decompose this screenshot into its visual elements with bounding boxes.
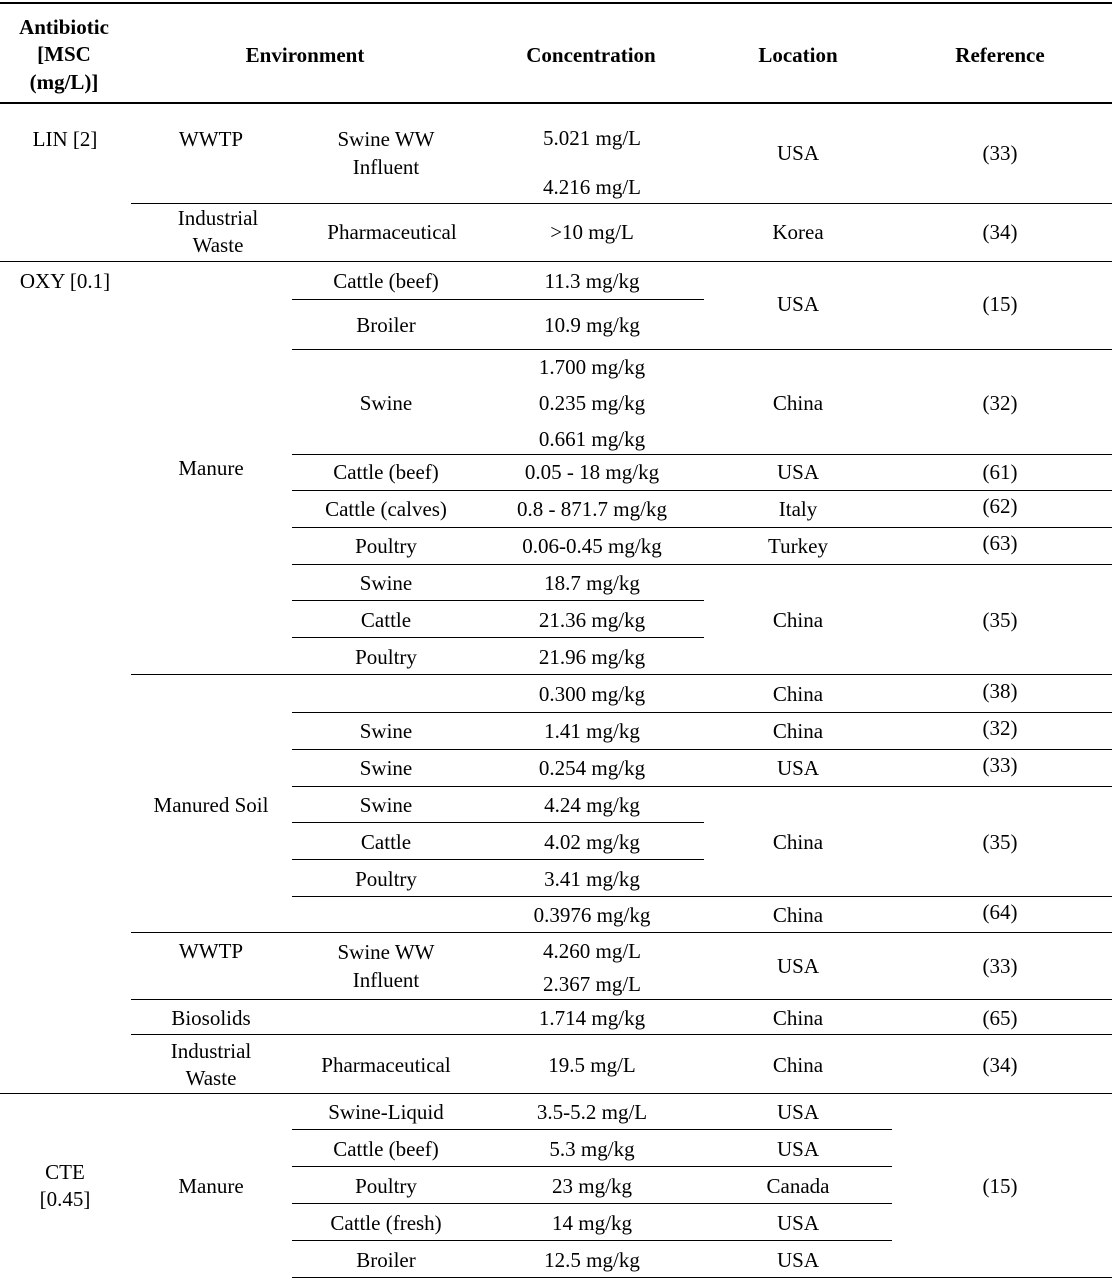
header-environment: Environment: [245, 43, 365, 67]
sub-type: Cattle: [360, 830, 412, 854]
sub-type: Poultry: [355, 645, 417, 669]
conc-value: 12.5 mg/kg: [544, 1248, 640, 1272]
group-divider: [0, 261, 1112, 262]
row-divider: [292, 1240, 892, 1241]
conc-value: 4.24 mg/kg: [544, 793, 640, 817]
header-bottom-rule: [0, 102, 1112, 104]
conc-value: 2.367 mg/L: [543, 972, 641, 996]
reference-cell: (32): [982, 391, 1018, 415]
reference-cell: (63): [982, 531, 1018, 555]
reference-cell: (38): [982, 679, 1018, 703]
header-reference: Reference: [955, 43, 1045, 67]
env-manured-soil: Manured Soil: [153, 793, 269, 817]
row-divider: [131, 203, 1112, 204]
header-antibiotic-line1: Antibiotic: [19, 15, 109, 39]
location-cell: USA: [776, 141, 820, 165]
sub-swine-ww-line2: Influent: [352, 968, 420, 992]
env-industrial-line2: Waste: [192, 233, 244, 257]
sub-swine-ww-line1: Swine WW: [337, 127, 435, 151]
reference-cell: (33): [982, 753, 1018, 777]
sub-type: Poultry: [355, 534, 417, 558]
location-cell: China: [772, 830, 824, 854]
env-wwtp: WWTP: [178, 127, 244, 151]
conc-value: 4.02 mg/kg: [544, 830, 640, 854]
reference-cell: (34): [982, 220, 1018, 244]
conc-value: 1.41 mg/kg: [544, 719, 640, 743]
sub-type: Cattle (calves): [325, 497, 447, 521]
row-divider: [131, 932, 1112, 933]
reference-cell: (33): [982, 141, 1018, 165]
header-antibiotic-line2: [MSC: [37, 42, 91, 66]
reference-cell: (32): [982, 716, 1018, 740]
conc-value: 11.3 mg/kg: [544, 269, 640, 293]
row-divider: [292, 564, 1112, 565]
sub-swine-ww-line2: Influent: [352, 155, 420, 179]
conc-value: 18.7 mg/kg: [544, 571, 640, 595]
conc-value: 1.714 mg/kg: [538, 1006, 646, 1030]
conc-value: 3.5-5.2 mg/L: [536, 1100, 648, 1124]
table-top-rule: [0, 2, 1112, 4]
row-divider: [292, 1166, 892, 1167]
conc-value: 10.9 mg/kg: [544, 313, 640, 337]
location-cell: Italy: [778, 497, 818, 521]
sub-type: Cattle (beef): [333, 460, 439, 484]
row-divider: [292, 299, 704, 300]
conc-value: 5.3 mg/kg: [549, 1137, 635, 1161]
row-divider: [292, 786, 1112, 787]
conc-value: 0.661 mg/kg: [538, 427, 646, 451]
conc-value: >10 mg/L: [550, 220, 634, 244]
sub-type: Poultry: [355, 867, 417, 891]
row-divider: [292, 712, 1112, 713]
location-cell: China: [772, 719, 824, 743]
row-divider: [292, 896, 1112, 897]
conc-value: 21.96 mg/kg: [538, 645, 646, 669]
sub-type: Cattle: [360, 608, 412, 632]
row-divider: [292, 527, 1112, 528]
location-cell: Turkey: [768, 534, 828, 558]
location-cell: China: [772, 903, 824, 927]
conc-value: 4.216 mg/L: [543, 175, 641, 199]
sub-type: Broiler: [356, 313, 416, 337]
location-cell: USA: [776, 292, 820, 316]
reference-cell: (35): [982, 830, 1018, 854]
location-cell: USA: [776, 756, 820, 780]
row-divider: [292, 600, 704, 601]
conc-value: 0.300 mg/kg: [538, 682, 646, 706]
location-cell: USA: [776, 1100, 820, 1124]
location-cell: USA: [776, 460, 820, 484]
location-cell: China: [772, 682, 824, 706]
row-divider: [131, 674, 1112, 675]
env-industrial-line2: Waste: [185, 1066, 237, 1090]
sub-type: Poultry: [355, 1174, 417, 1198]
location-cell: China: [772, 608, 824, 632]
conc-value: 0.05 - 18 mg/kg: [524, 460, 660, 484]
sub-type: Swine: [359, 571, 413, 595]
location-cell: USA: [776, 954, 820, 978]
reference-cell: (62): [982, 494, 1018, 518]
conc-value: 21.36 mg/kg: [538, 608, 646, 632]
location-cell: China: [772, 1053, 824, 1077]
sub-type: Broiler: [356, 1248, 416, 1272]
antibiotic-cte-line1: CTE: [45, 1160, 85, 1184]
location-cell: China: [772, 1006, 824, 1030]
conc-value: 19.5 mg/L: [548, 1053, 636, 1077]
reference-cell: (34): [982, 1053, 1018, 1077]
sub-type: Cattle (beef): [333, 1137, 439, 1161]
reference-cell: (33): [982, 954, 1018, 978]
reference-cell: (64): [982, 900, 1018, 924]
location-cell: USA: [776, 1137, 820, 1161]
env-wwtp: WWTP: [178, 939, 244, 963]
row-divider: [292, 1277, 1112, 1278]
row-divider: [292, 490, 1112, 491]
conc-value: 0.254 mg/kg: [538, 756, 646, 780]
sub-swine-ww-line1: Swine WW: [337, 940, 435, 964]
sub-type: Swine: [359, 391, 413, 415]
row-divider: [131, 999, 1112, 1000]
sub-type: Cattle (fresh): [330, 1211, 442, 1235]
reference-cell: (35): [982, 608, 1018, 632]
conc-value: 4.260 mg/L: [543, 939, 641, 963]
env-industrial-line1: Industrial: [170, 1039, 252, 1063]
sub-type: Cattle (beef): [333, 269, 439, 293]
row-divider: [292, 859, 704, 860]
sub-type: Swine: [359, 756, 413, 780]
conc-value: 0.235 mg/kg: [538, 391, 646, 415]
sub-type: Swine: [359, 793, 413, 817]
row-divider: [292, 1129, 892, 1130]
conc-value: 5.021 mg/L: [543, 126, 641, 150]
sub-pharmaceutical: Pharmaceutical: [327, 220, 457, 244]
header-location: Location: [758, 43, 838, 67]
env-biosolids: Biosolids: [171, 1006, 251, 1030]
env-manure: Manure: [178, 1174, 244, 1198]
row-divider: [292, 637, 704, 638]
antibiotic-oxy: OXY [0.1]: [19, 269, 111, 293]
location-cell: Korea: [772, 220, 824, 244]
conc-value: 14 mg/kg: [552, 1211, 632, 1235]
reference-cell: (15): [982, 1174, 1018, 1198]
location-cell: USA: [776, 1248, 820, 1272]
reference-cell: (61): [982, 460, 1018, 484]
antibiotic-cte-line2: [0.45]: [39, 1187, 91, 1211]
conc-value: 0.06-0.45 mg/kg: [522, 534, 662, 558]
conc-value: 1.700 mg/kg: [538, 355, 646, 379]
env-industrial-line1: Industrial: [177, 206, 259, 230]
conc-value: 3.41 mg/kg: [544, 867, 640, 891]
location-cell: USA: [776, 1211, 820, 1235]
row-divider: [292, 349, 1112, 350]
env-manure: Manure: [178, 456, 244, 480]
sub-type: Swine: [359, 719, 413, 743]
reference-cell: (65): [982, 1006, 1018, 1030]
sub-pharmaceutical: Pharmaceutical: [321, 1053, 451, 1077]
sub-type: Swine-Liquid: [328, 1100, 444, 1124]
location-cell: Canada: [766, 1174, 830, 1198]
header-concentration: Concentration: [526, 43, 656, 67]
conc-value: 0.3976 mg/kg: [533, 903, 651, 927]
conc-value: 23 mg/kg: [552, 1174, 632, 1198]
row-divider: [292, 749, 1112, 750]
group-divider: [0, 1093, 1112, 1094]
row-divider: [292, 1203, 892, 1204]
header-antibiotic-line3: (mg/L)]: [29, 70, 99, 94]
conc-value: 0.8 - 871.7 mg/kg: [517, 497, 667, 521]
row-divider: [131, 1034, 1112, 1035]
row-divider: [292, 822, 704, 823]
reference-cell: (15): [982, 292, 1018, 316]
location-cell: China: [772, 391, 824, 415]
row-divider: [292, 454, 1112, 455]
antibiotic-lin: LIN [2]: [32, 127, 98, 151]
